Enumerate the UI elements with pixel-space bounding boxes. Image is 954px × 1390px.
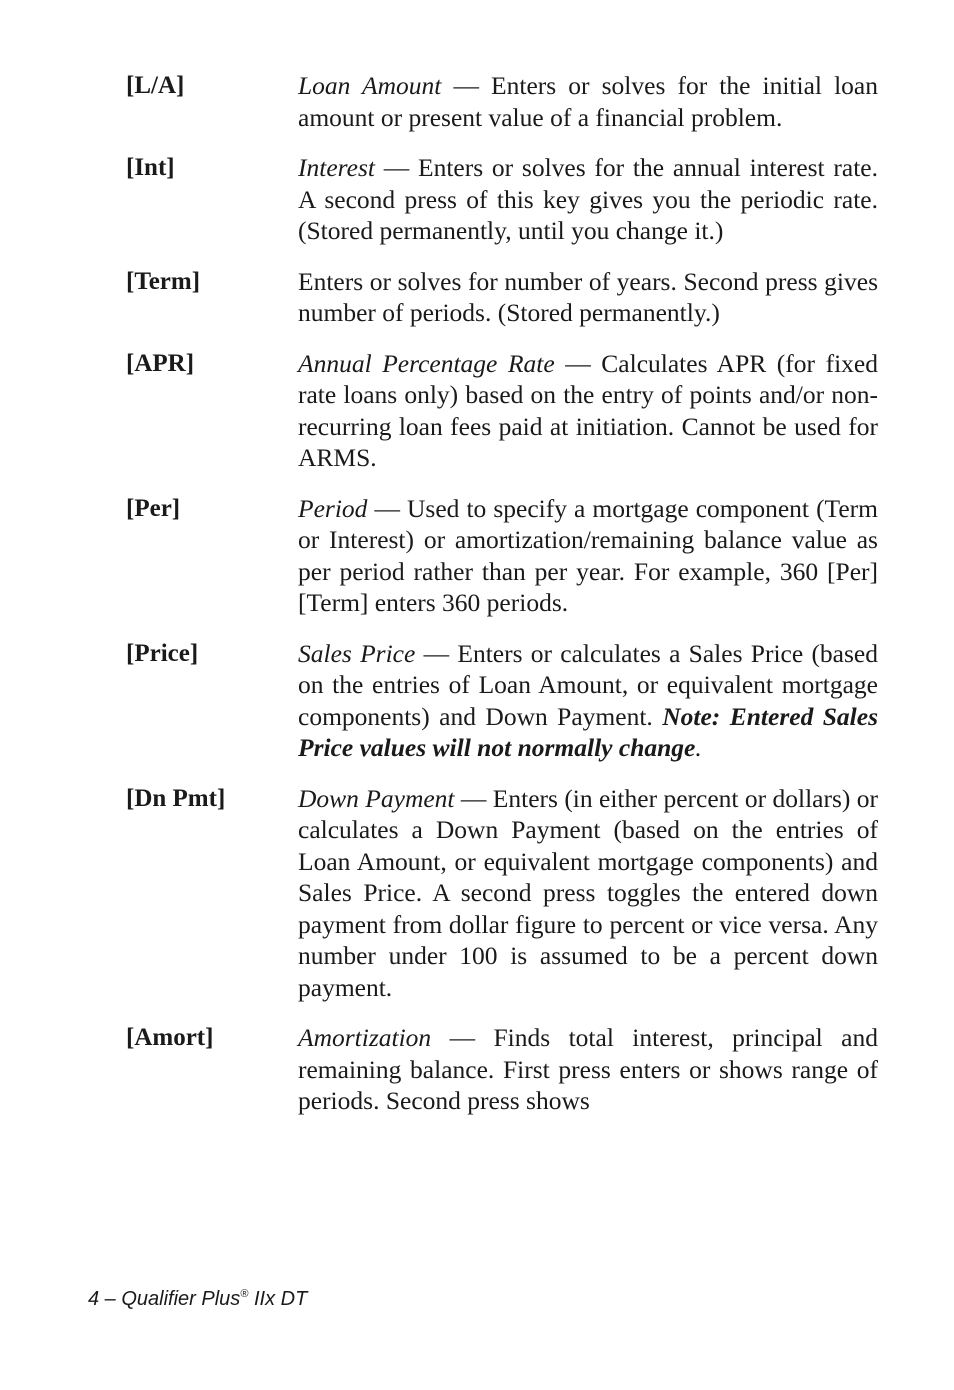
key-description <box>298 70 878 133</box>
key-label: [Per] <box>126 494 181 522</box>
note-end: . <box>695 733 702 762</box>
term-name: Period <box>298 493 368 523</box>
key-label: [L/A] <box>126 72 185 99</box>
key-label: [Price] <box>126 639 199 667</box>
footer-model: IIx DT <box>248 1288 308 1310</box>
key-entry-down-payment <box>126 783 878 1004</box>
footer-page-label: 4 – Qualifier Plus <box>88 1288 241 1310</box>
key-entry-loan-amount <box>126 70 878 133</box>
term-name: Loan Amount <box>298 71 442 100</box>
key-entry-period <box>126 493 878 619</box>
description-text: — Calculates APR (for fixed rate loans only) based on the entry of points and/or non-recurring loan fees paid at initiation. Cannot be used for ARMS. <box>298 348 878 472</box>
note-text: Note: Entered Sales Price values will not normally change <box>298 701 879 762</box>
term-name: Sales Price <box>298 638 416 668</box>
page-footer <box>88 1286 307 1312</box>
key-description <box>298 152 878 247</box>
term-name: Interest <box>298 153 375 182</box>
key-description <box>298 783 878 1004</box>
key-entry-amortization <box>126 1022 878 1117</box>
key-description <box>298 266 878 329</box>
key-description <box>298 638 878 764</box>
key-label: [Dn Pmt] <box>126 784 226 812</box>
description-text: — Enters (in either percent or dollars) or calculates a Down Payment (based on the entries of Loan Amount, or equivalent mortgage components) and Sales Price. A second press toggles the entered down payment from dollar figure to percent or vice versa. Any number under 100 is assumed to be a percent down payment. <box>298 783 878 1002</box>
description-text: Enters or solves for number of years. Second press gives number of periods. (Stored permanently.) <box>298 266 878 327</box>
key-label: [APR] <box>126 349 195 377</box>
key-label: [Int] <box>126 154 175 181</box>
description-text: — Enters or calculates a Sales Price (based on the entries of Loan Amount, or equivalent mortgage components) and Down Payment. <box>298 638 878 731</box>
key-entry-apr <box>126 348 878 474</box>
description-text: — Enters or solves for the annual interest rate. A second press of this key gives you the periodic rate. (Stored permanently, until you change it.) <box>298 153 878 245</box>
key-label: [Amort] <box>126 1024 214 1051</box>
description-text: — Used to specify a mortgage component (Term or Interest) or amortization/remaining balance value as per period rather than per year. For example, 360 [Per] [Term] enters 360 periods. <box>298 493 878 617</box>
registered-mark: ® <box>240 1288 249 1300</box>
key-label: [Term] <box>126 267 201 295</box>
term-name: Amortization <box>298 1023 432 1052</box>
description-text: — Enters or solves for the initial loan amount or present value of a financial problem. <box>298 71 878 132</box>
key-entry-interest <box>126 152 878 247</box>
description-text: — Finds total interest, principal and remaining balance. First press enters or shows range of periods. Second press shows <box>298 1023 878 1115</box>
key-description <box>298 493 878 619</box>
key-definition-list <box>126 70 878 1136</box>
term-name: Annual Percentage Rate <box>298 348 555 378</box>
key-description <box>298 1022 878 1117</box>
key-description <box>298 348 878 474</box>
term-name: Down Payment <box>298 783 455 813</box>
key-entry-sales-price <box>126 638 878 764</box>
key-entry-term <box>126 266 878 329</box>
